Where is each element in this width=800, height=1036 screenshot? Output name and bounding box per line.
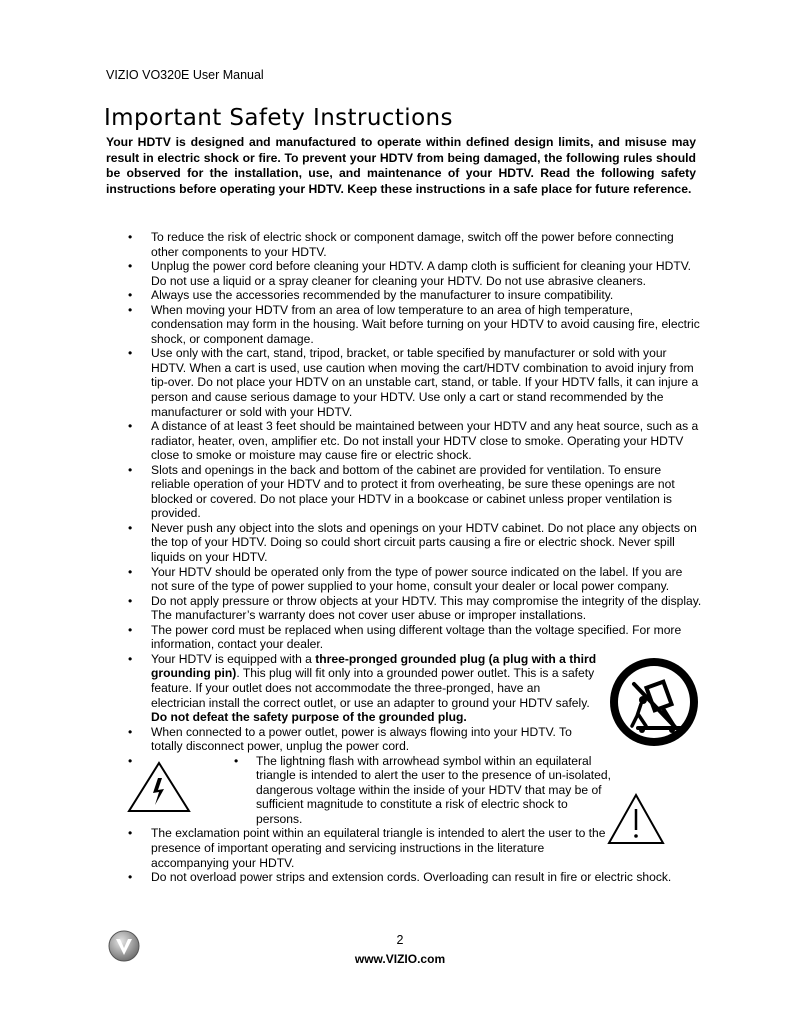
list-item: • The power cord must be replaced when using different voltage than the voltage specified. For more information, contact your dealer. — [128, 623, 702, 652]
list-item: • To reduce the risk of electric shock or component damage, switch off the power before connecting other components to your HDTV. — [128, 230, 702, 259]
safety-instruction-list — [128, 230, 702, 885]
plug-text-warning: Do not defeat the safety purpose of the grounded plug. — [151, 710, 467, 725]
lightning-symbol-description: • • The lightning flash with arrowhead symbol within an equilateral triangle is intended to alert the user to the presence of un-isolated, dangerous voltage within the inside of your HDTV that may be of sufficient magnitude to constitute a risk of electric shock to persons. — [234, 754, 616, 827]
list-item-grounded-plug — [128, 652, 702, 725]
list-item-exclamation: • The exclamation point within an equilateral triangle is intended to alert the user to the presence of important operating and servicing instructions in the literature accompanying your HDTV. — [128, 826, 611, 870]
list-item-symbols-group — [128, 754, 702, 827]
page-title: Important Safety Instructions — [104, 105, 453, 131]
list-item: • Use only with the cart, stand, tripod, bracket, or table specified by manufacturer or sold with your HDTV. When a cart is used, use caution when moving the cart/HDTV combination to avoid injury from tip-over. Do not place your HDTV on an unstable cart, stand, or table. If your HDTV falls, it can injure a person and cause serious damage to your HDTV. Use only a cart or stand recommended by the manufacturer or sold with your HDTV. — [128, 346, 702, 419]
intro-paragraph: Your HDTV is designed and manufactured to operate within defined design limits, and misuse may result in electric shock or fire. To prevent your HDTV from being damaged, the following rules should be observed for the installation, use, and maintenance of your HDTV. Read the following safety instructions before operating your HDTV. Keep these instructions in a safe place for future reference. — [106, 135, 696, 196]
list-item: • Never push any object into the slots and openings on your HDTV cabinet. Do not place any objects on the top of your HDTV. Doing so could short circuit parts causing a fire or electric shock. Never spill liquids on your HDTV. — [128, 521, 702, 565]
list-item-overload: • Do not overload power strips and extension cords. Overloading can result in fire or electric shock. — [128, 870, 702, 885]
document-header-title: VIZIO VO320E User Manual — [106, 68, 264, 82]
list-item: • Your HDTV should be operated only from the type of power source indicated on the label. If you are not sure of the type of power supplied to your home, consult your dealer or local power company. — [128, 565, 702, 594]
list-item-power: • When connected to a power outlet, power is always flowing into your HDTV. To totally disconnect power, unplug the power cord. — [128, 725, 702, 754]
list-item: • A distance of at least 3 feet should be maintained between your HDTV and any heat source, such as a radiator, heater, oven, amplifier etc. Do not install your HDTV close to smoke. Operating your HDTV close to smoke or moisture may cause fire or electric shock. — [128, 419, 702, 463]
plug-text-lead: Your HDTV is equipped with a — [151, 651, 316, 666]
list-item: • Slots and openings in the back and bottom of the cabinet are provided for ventilation. To ensure reliable operation of your HDTV and to protect it from overheating, be sure these openings are not blocked or covered. Do not place your HDTV in a bookcase or cabinet unless proper ventilation is provided. — [128, 463, 702, 521]
list-item: • When moving your HDTV from an area of low temperature to an area of high temperature, condensation may form in the housing. Wait before turning on your HDTV to avoid causing fire, electric shock, or component damage. — [128, 303, 702, 347]
footer-url: www.VIZIO.com — [354, 952, 446, 966]
plug-text-body: . This plug will fit only into a grounded power outlet. This is a safety feature. If your outlet does not accommodate the three-pronged, have an electrician install the correct outlet, or use an adapter to ground your HDTV safely. — [151, 666, 595, 710]
list-item: • Do not apply pressure or throw objects at your HDTV. This may compromise the integrity of the display. The manufacturer’s warranty does not cover user abuse or improper installations. — [128, 594, 702, 623]
list-item: • Unplug the power cord before cleaning your HDTV. A damp cloth is sufficient for cleaning your HDTV. Do not use a liquid or a spray cleaner for cleaning your HDTV. Do not use abrasive cleaners. — [128, 259, 702, 288]
page-number: 2 — [396, 933, 404, 947]
lightning-warning-icon — [126, 760, 192, 814]
plug-text-bold: three-pronged grounded plug (a plug with a third grounding pin) — [151, 651, 597, 681]
list-item: • Always use the accessories recommended by the manufacturer to insure compatibility. — [128, 288, 702, 303]
